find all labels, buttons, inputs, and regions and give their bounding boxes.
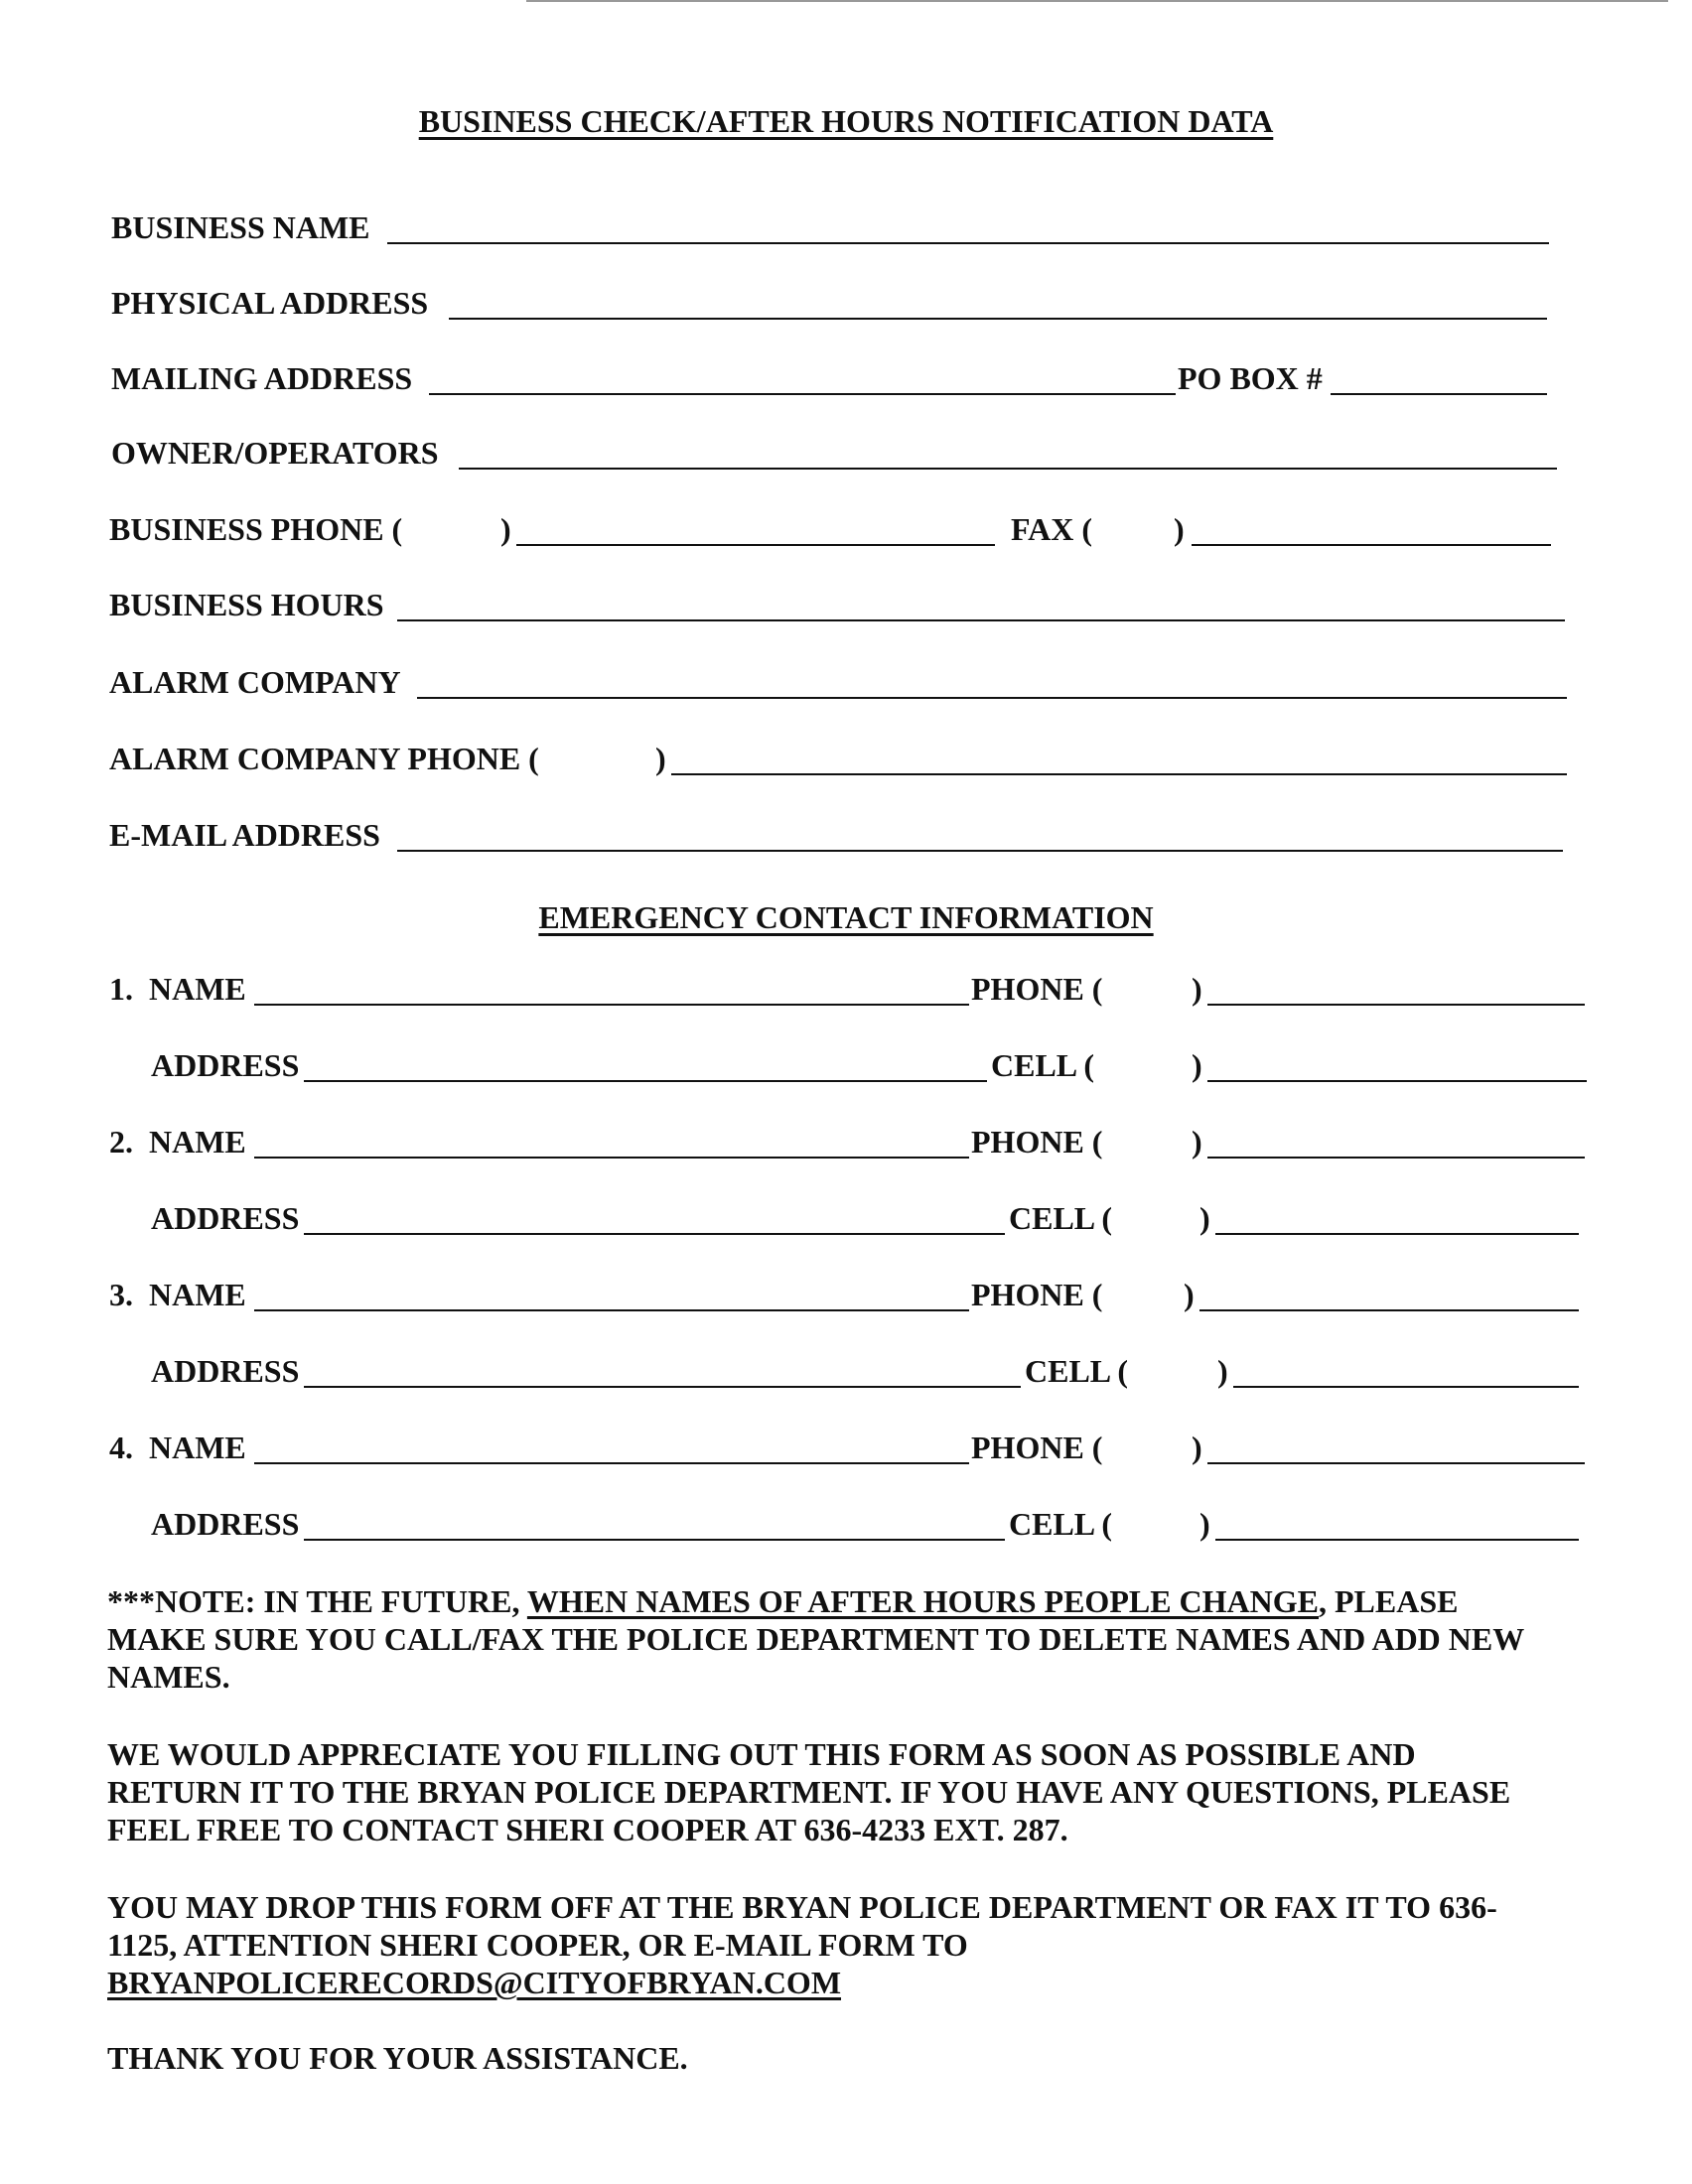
contact-1-phone-field[interactable] (1207, 1004, 1585, 1006)
contact-2-cell-close-paren: ) (1199, 1200, 1210, 1236)
contact-4-phone-label: PHONE ( (971, 1430, 1103, 1465)
contact-2-phone-field[interactable] (1207, 1157, 1585, 1159)
contact-2-cell-label: CELL ( (1009, 1200, 1113, 1236)
po-box-field[interactable] (1331, 393, 1547, 395)
contact-2-address-label: ADDRESS (151, 1200, 300, 1236)
contact-2-cell-field[interactable] (1215, 1233, 1579, 1235)
contact-3-name-label: NAME (149, 1277, 246, 1312)
contact-3-cell-close-paren: ) (1217, 1353, 1228, 1389)
email-link[interactable]: BRYANPOLICERECORDS@CITYOFBRYAN.COM (107, 1965, 842, 2000)
contact-1-name-label: NAME (149, 971, 246, 1007)
alarm-company-row (0, 661, 1692, 701)
alarm-company-phone-row (0, 738, 1692, 777)
contact-4-number: 4. (109, 1430, 133, 1465)
scan-edge-line (526, 0, 1668, 2)
business-hours-field[interactable] (397, 619, 1565, 621)
contact-4-name-field[interactable] (254, 1462, 969, 1464)
contact-2-number: 2. (109, 1124, 133, 1160)
contact-3-cell-label: CELL ( (1025, 1353, 1129, 1389)
note-underlined: WHEN NAMES OF AFTER HOURS PEOPLE CHANGE (526, 1583, 1319, 1619)
owner-operators-field[interactable] (459, 468, 1557, 470)
fax-close-paren: ) (1174, 511, 1185, 547)
business-name-label: BUSINESS NAME (111, 209, 370, 245)
contact-1-cell-label: CELL ( (991, 1047, 1095, 1083)
fax-field[interactable] (1192, 544, 1551, 546)
owner-operators-label: OWNER/OPERATORS (111, 435, 439, 471)
mailing-address-field[interactable] (429, 393, 1176, 395)
alarm-company-phone-field[interactable] (671, 773, 1567, 775)
business-hours-label: BUSINESS HOURS (109, 587, 384, 622)
mailing-address-label: MAILING ADDRESS (111, 360, 413, 396)
alarm-company-label: ALARM COMPANY (109, 664, 401, 700)
contact-4-address-row (0, 1503, 1692, 1543)
contact-3-number: 3. (109, 1277, 133, 1312)
physical-address-label: PHYSICAL ADDRESS (111, 285, 429, 321)
emergency-section-title: EMERGENCY CONTACT INFORMATION (538, 899, 1154, 935)
contact-2-name-field[interactable] (254, 1157, 969, 1159)
contact-2-address-field[interactable] (304, 1233, 1005, 1235)
business-phone-row (0, 508, 1692, 548)
contact-1-cell-field[interactable] (1207, 1080, 1587, 1082)
contact-1-cell-close-paren: ) (1192, 1047, 1202, 1083)
contact-3-phone-close-paren: ) (1184, 1277, 1195, 1312)
note-prefix: ***NOTE: IN THE FUTURE, (107, 1583, 527, 1619)
contact-1-address-row (0, 1044, 1692, 1084)
contact-4-cell-label: CELL ( (1009, 1506, 1113, 1542)
mailing-address-row (0, 357, 1692, 397)
alarm-company-field[interactable] (417, 697, 1567, 699)
po-box-label: PO BOX # (1178, 360, 1323, 396)
email-address-field[interactable] (397, 850, 1563, 852)
contact-4-cell-close-paren: ) (1199, 1506, 1210, 1542)
contact-3-name-field[interactable] (254, 1309, 969, 1311)
contact-2-phone-label: PHONE ( (971, 1124, 1103, 1160)
contact-4-address-label: ADDRESS (151, 1506, 300, 1542)
alarm-company-phone-label: ALARM COMPANY PHONE ( (109, 741, 539, 776)
owner-operators-row (0, 432, 1692, 472)
contact-3-cell-field[interactable] (1233, 1386, 1579, 1388)
note-paragraph (107, 1582, 1557, 1696)
form-title: BUSINESS CHECK/AFTER HOURS NOTIFICATION DATA (418, 103, 1274, 139)
physical-address-field[interactable] (449, 318, 1547, 320)
contact-4-cell-field[interactable] (1215, 1539, 1579, 1541)
contact-1-name-row (0, 968, 1692, 1008)
drop-off-text: YOU MAY DROP THIS FORM OFF AT THE BRYAN POLICE DEPARTMENT OR FAX IT TO 636-1125, ATTENTION SHERI COOPER, OR E-MAIL FORM TO (107, 1889, 1497, 1963)
business-hours-row (0, 584, 1692, 623)
business-name-row (0, 206, 1692, 246)
contact-1-phone-label: PHONE ( (971, 971, 1103, 1007)
contact-1-address-label: ADDRESS (151, 1047, 300, 1083)
appreciate-paragraph: WE WOULD APPRECIATE YOU FILLING OUT THIS FORM AS SOON AS POSSIBLE AND RETURN IT TO THE BRYAN POLICE DEPARTMENT. IF YOU HAVE ANY QUESTIONS, PLEASE FEEL FREE TO CONTACT SHERI COOPER AT 636-4233 EXT. 287. (107, 1736, 1511, 1847)
contact-3-address-field[interactable] (304, 1386, 1021, 1388)
contact-1-phone-close-paren: ) (1192, 971, 1202, 1007)
thanks-text: THANK YOU FOR YOUR ASSISTANCE. (107, 2040, 688, 2076)
business-phone-label: BUSINESS PHONE ( (109, 511, 403, 547)
email-address-label: E-MAIL ADDRESS (109, 817, 380, 853)
contact-3-name-row (0, 1274, 1692, 1313)
email-address-row (0, 814, 1692, 854)
contact-1-name-field[interactable] (254, 1004, 969, 1006)
contact-1-address-field[interactable] (304, 1080, 987, 1082)
contact-3-address-label: ADDRESS (151, 1353, 300, 1389)
contact-4-phone-close-paren: ) (1192, 1430, 1202, 1465)
drop-off-paragraph (107, 1888, 1557, 2001)
alarm-company-phone-close-paren: ) (655, 741, 666, 776)
contact-4-name-label: NAME (149, 1430, 246, 1465)
physical-address-row (0, 282, 1692, 322)
contact-3-phone-field[interactable] (1199, 1309, 1579, 1311)
contact-3-address-row (0, 1350, 1692, 1390)
contact-2-name-label: NAME (149, 1124, 246, 1160)
contact-4-phone-field[interactable] (1207, 1462, 1585, 1464)
contact-2-name-row (0, 1121, 1692, 1160)
contact-1-number: 1. (109, 971, 133, 1007)
contact-2-address-row (0, 1197, 1692, 1237)
contact-4-name-row (0, 1427, 1692, 1466)
business-name-field[interactable] (387, 242, 1549, 244)
note-suffix: , PLEASE MAKE SURE YOU CALL/FAX THE POLICE DEPARTMENT TO DELETE NAMES AND ADD NEW NAMES. (107, 1583, 1524, 1695)
contact-3-phone-label: PHONE ( (971, 1277, 1103, 1312)
business-phone-close-paren: ) (500, 511, 511, 547)
contact-2-phone-close-paren: ) (1192, 1124, 1202, 1160)
contact-4-address-field[interactable] (304, 1539, 1005, 1541)
fax-label: FAX ( (1011, 511, 1093, 547)
business-phone-field[interactable] (516, 544, 995, 546)
